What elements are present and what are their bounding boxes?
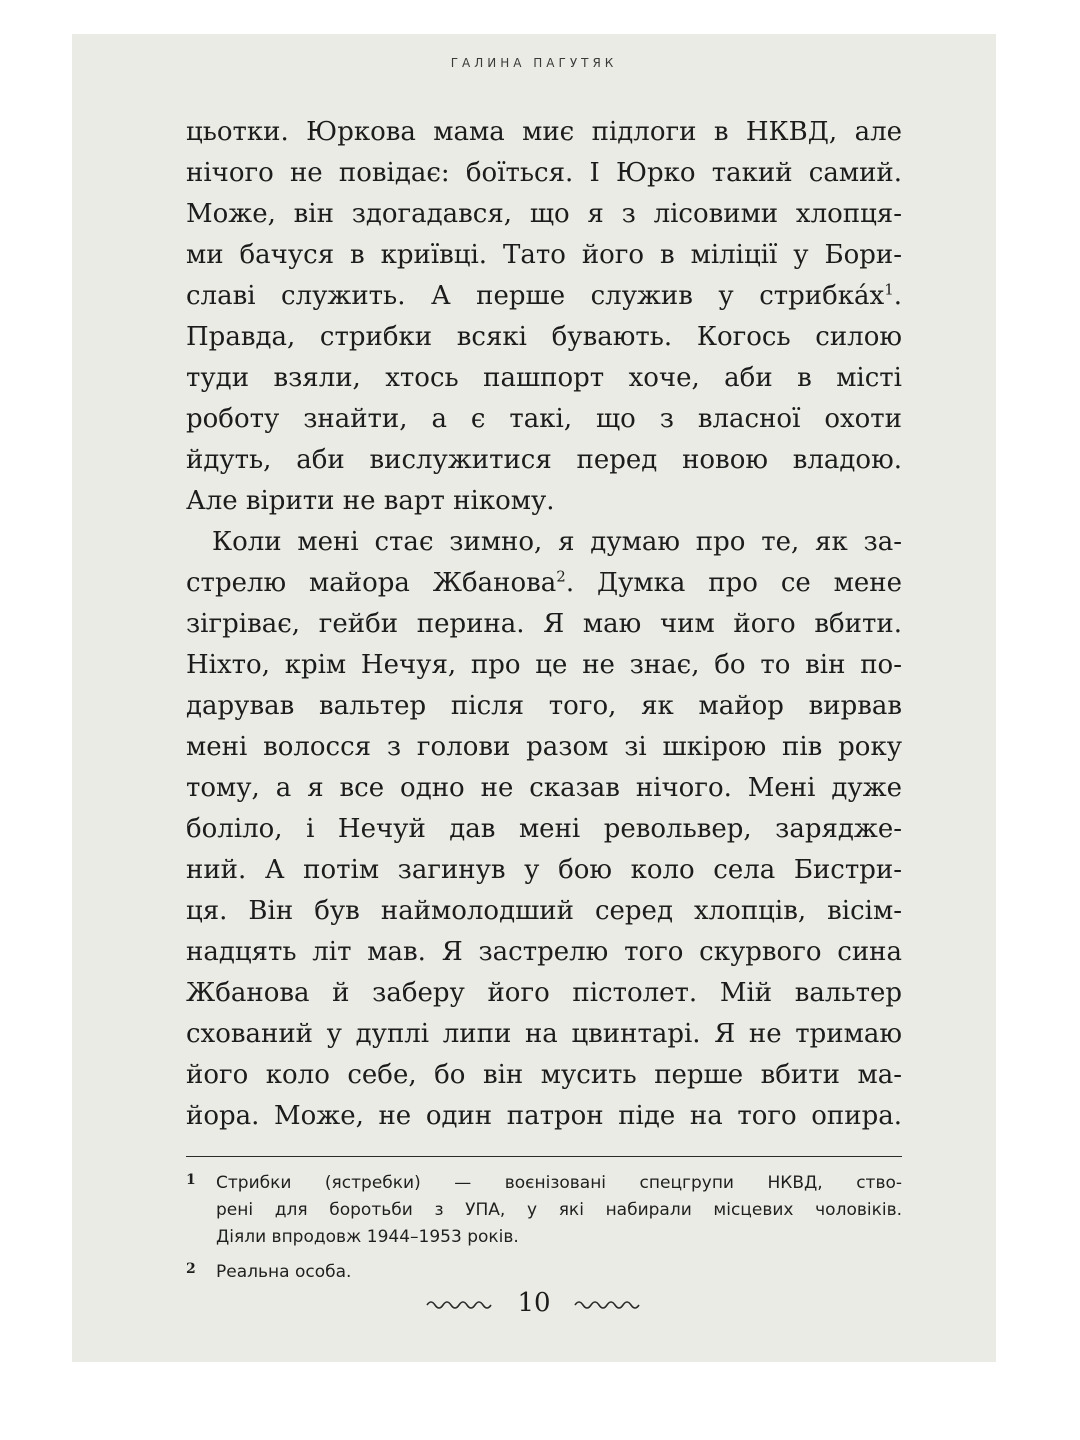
wave-ornament-right-icon — [573, 1296, 643, 1310]
text-line: туди взяли, хтось пашпорт хоче, аби в місті — [186, 363, 902, 393]
text-line: роботу знайти, а є такі, що з власної охоти — [186, 404, 902, 434]
text-line: цьотки. Юркова мама миє підлоги в НКВД, але — [186, 117, 902, 147]
main-text — [186, 112, 902, 1137]
text-line: ний. А потім загинув у бою коло села Бистри- — [186, 855, 902, 885]
wave-ornament-left-icon — [425, 1296, 495, 1310]
text-line — [186, 563, 902, 604]
footnote-number: 2 — [186, 1261, 196, 1277]
footnote-line: Діяли впродовж 1944–1953 років. — [216, 1227, 519, 1247]
line-text: . Думка про се мене — [565, 568, 903, 598]
page-footer — [72, 1288, 996, 1318]
text-line: йдуть, аби вислужитися перед новою владою. — [186, 445, 902, 475]
text-line: боліло, і Нечуй дав мені револьвер, заряджe- — [186, 814, 902, 844]
book-page — [72, 34, 996, 1362]
text-line: зігріває, гейби перина. Я маю чим його вбити. — [186, 609, 902, 639]
text-line: йора. Може, не один патрон піде на того опира. — [186, 1101, 902, 1131]
text-line: Жбанова й заберу його пістолет. Мій вальтер — [186, 978, 902, 1008]
running-header: ГАЛИНА ПАГУТЯК — [450, 56, 618, 70]
footnote-ref-2[interactable]: 2 — [556, 567, 566, 586]
text-line: Але вірити не варт нікому. — [186, 486, 555, 516]
footnote-line: Реальна особа. — [216, 1262, 352, 1282]
line-text: славі служить. А перше служив у стрибка́х — [186, 281, 885, 311]
text-line: Може, він здогадався, що я з лісовими хлопця- — [186, 199, 902, 229]
text-line: схований у дуплі липи на цвинтарі. Я не тримаю — [186, 1019, 902, 1049]
footnote-ref-1[interactable]: 1 — [884, 280, 894, 299]
text-line: нічого не повідає: боїться. І Юрко такий самий. — [186, 158, 902, 188]
text-line: надцять літ мав. Я застрелю того скурвого сина — [186, 937, 902, 967]
footnote-2 — [186, 1259, 902, 1286]
footnote-divider — [186, 1156, 902, 1157]
footnote-number: 1 — [186, 1172, 196, 1188]
text-line: тому, а я все одно не сказав нічого. Мені дуже — [186, 773, 902, 803]
text-line: мені волосся з голови разом зі шкірою пів року — [186, 732, 902, 762]
footnote-1 — [186, 1170, 902, 1251]
text-line: славі служить. А перше служив у $стрибка́х^1$. — [186, 280, 902, 311]
text-line: дарував вальтер після того, як майор вирвав — [186, 691, 902, 721]
text-line: Ніхто, крім Нечуя, про це не знає, бо то він по- — [186, 650, 902, 680]
footnotes — [186, 1170, 902, 1294]
text-line: ця. Він був наймолодший серед хлопців, вісім- — [186, 896, 902, 926]
text-line: Коли мені стає зимно, я думаю про те, як за- — [212, 527, 902, 557]
text-line: ми бачуся в криївці. Тато його в міліції у Бори- — [186, 240, 902, 270]
text-line: Правда, стрибки всякі бувають. Когось силою — [186, 322, 902, 352]
line-text: стрелю майора Жбанова — [186, 568, 557, 598]
footnote-line: рені для боротьби з УПА, у які набирали місцевих чоловіків. — [216, 1200, 902, 1220]
footnote-line: Стрибки (ястребки) — воєнізовані спецгрупи НКВД, ство- — [216, 1173, 902, 1193]
page-number: 10 — [517, 1288, 551, 1318]
text-line: його коло себе, бо він мусить перше вбити ма- — [186, 1060, 902, 1090]
